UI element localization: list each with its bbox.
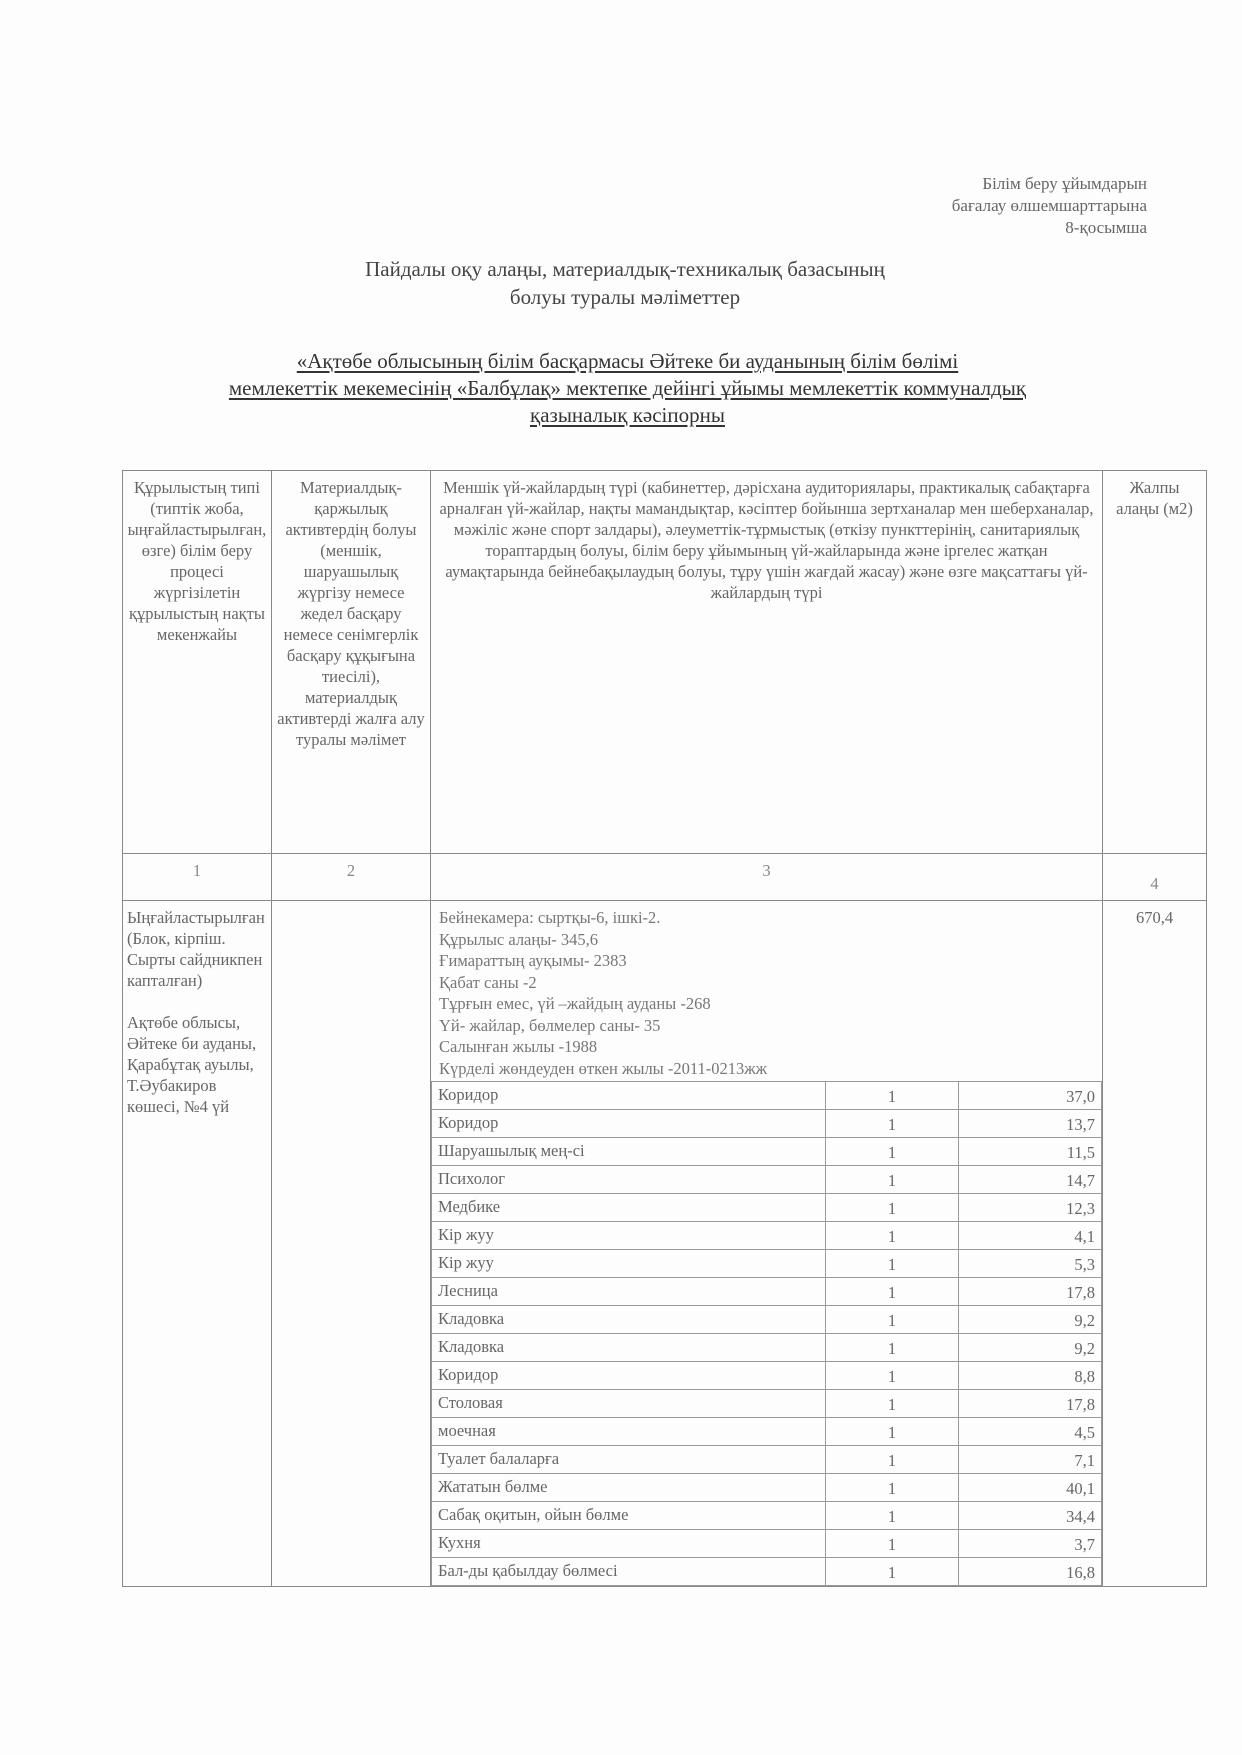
room-name: Кухня	[432, 1530, 826, 1558]
building-fact: Қабат саны -2	[439, 972, 537, 992]
room-name: Медбике	[432, 1194, 826, 1222]
column-number: 3	[431, 854, 1103, 901]
annex-line-2: бағалау өлшемшарттарына	[951, 196, 1147, 215]
building-fact: Күрделі жөндеуден өткен жылы -2011-0213жж	[439, 1058, 768, 1078]
header-building-type: Құрылыстың типі (типтік жоба, ыңғайластырылған, өзге) білім беру процесі жүргізілетін құрылыстың нақты мекенжайы	[123, 471, 272, 854]
room-name: Кір жуу	[432, 1250, 826, 1278]
room-count: 1	[826, 1138, 959, 1166]
room-area: 13,7	[959, 1110, 1102, 1138]
room-area: 17,8	[959, 1390, 1102, 1418]
room-row	[432, 1334, 1102, 1362]
room-row	[432, 1166, 1102, 1194]
room-area: 16,8	[959, 1558, 1102, 1586]
document-title	[100, 255, 1150, 311]
room-area: 5,3	[959, 1250, 1102, 1278]
building-fact: Салынған жылы -1988	[439, 1037, 598, 1056]
building-fact: Тұрғын емес, үй –жайдың ауданы -268	[439, 994, 711, 1013]
room-name: Психолог	[432, 1166, 826, 1194]
room-area: 17,8	[959, 1278, 1102, 1306]
total-area: 670,4	[1103, 901, 1207, 1587]
column-number-row	[123, 854, 1207, 901]
room-row	[432, 1474, 1102, 1502]
annex-line-3: 8-қосымша	[1065, 218, 1147, 237]
room-area: 4,5	[959, 1418, 1102, 1446]
room-count: 1	[826, 1334, 959, 1362]
room-count: 1	[826, 1306, 959, 1334]
organization-line-3: қазыналық кәсіпорны	[530, 403, 725, 427]
room-count: 1	[826, 1082, 959, 1110]
room-row	[432, 1446, 1102, 1474]
room-name: Коридор	[432, 1110, 826, 1138]
room-area: 9,2	[959, 1306, 1102, 1334]
room-types-cell	[431, 901, 1103, 1587]
organization-name	[105, 348, 1150, 429]
room-row	[432, 1110, 1102, 1138]
assets-cell	[272, 901, 431, 1587]
column-number: 2	[272, 854, 431, 901]
room-name: Кладовка	[432, 1306, 826, 1334]
room-count: 1	[826, 1362, 959, 1390]
title-line-1: Пайдалы оқу алаңы, материалдық-техникалық базасының	[365, 257, 885, 281]
room-count: 1	[826, 1390, 959, 1418]
room-name: Жататын бөлме	[432, 1474, 826, 1502]
room-name: Сабақ оқитын, ойын бөлме	[432, 1502, 826, 1530]
room-name: Кір жуу	[432, 1222, 826, 1250]
room-area: 7,1	[959, 1446, 1102, 1474]
room-row	[432, 1558, 1102, 1586]
building-row	[123, 901, 1207, 1587]
room-count: 1	[826, 1558, 959, 1586]
room-count: 1	[826, 1166, 959, 1194]
building-type-cell	[123, 901, 272, 1587]
annex-note	[952, 173, 1147, 239]
room-area: 3,7	[959, 1530, 1102, 1558]
room-name: Бал-ды қабылдау бөлмесі	[432, 1558, 826, 1586]
room-name: Шаруашылық мең-сі	[432, 1138, 826, 1166]
room-area: 8,8	[959, 1362, 1102, 1390]
room-name: Кладовка	[432, 1334, 826, 1362]
room-row	[432, 1306, 1102, 1334]
room-name: Коридор	[432, 1362, 826, 1390]
room-count: 1	[826, 1250, 959, 1278]
room-area: 40,1	[959, 1474, 1102, 1502]
building-type: Ыңғайластырылған (Блок, кірпіш. Сырты сайдникпен капталған)	[127, 908, 265, 990]
building-fact: Құрылыс алаңы- 345,6	[439, 929, 599, 949]
column-number: 4	[1103, 854, 1207, 901]
header-row	[123, 471, 1207, 854]
header-assets: Материалдық-қаржылық активтердің болуы (меншік, шаруашылық жүргізу немесе жедел басқару немесе сенімгерлік басқару құқығына тиесілі), материалдық активтерді жалға алу туралы мәлімет	[272, 471, 431, 854]
room-count: 1	[826, 1530, 959, 1558]
building-address: Ақтөбе облысы, Әйтеке би ауданы, Қарабұтақ ауылы, Т.Әубакиров көшесі, №4 үй	[127, 1013, 257, 1116]
room-row	[432, 1530, 1102, 1558]
room-count: 1	[826, 1502, 959, 1530]
room-row	[432, 1502, 1102, 1530]
building-facts	[431, 901, 1102, 1079]
room-count: 1	[826, 1446, 959, 1474]
room-count: 1	[826, 1222, 959, 1250]
building-fact: Ғимараттың ауқымы- 2383	[439, 951, 627, 970]
building-fact: Үй- жайлар, бөлмелер саны- 35	[439, 1015, 661, 1035]
room-area: 4,1	[959, 1222, 1102, 1250]
annex-line-1: Білім беру ұйымдарын	[982, 174, 1147, 193]
room-row	[432, 1418, 1102, 1446]
room-name: моечная	[432, 1418, 826, 1446]
room-row	[432, 1194, 1102, 1222]
header-room-types: Меншік үй-жайлардың түрі (кабинеттер, дәрісхана аудиториялары, практикалық сабақтарға арналған үй-жайлар, нақты мамандықтар, кәсіптер бойынша зертханалар мен шеберханалар, мәжіліс және спорт залдары), әлеуметтік-тұрмыстық (өткізу пункттерінің, санитариялық тораптардың болуы, білім беру ұйымының үй-жайларында және іргелес жатқан аумақтарында бейнебақылаудың болуы, тұру үшін жағдай жасау) және өзге мақсаттағы үй-жайлардың түрі	[431, 471, 1103, 854]
room-area: 34,4	[959, 1502, 1102, 1530]
room-row	[432, 1278, 1102, 1306]
room-row	[432, 1390, 1102, 1418]
room-row	[432, 1362, 1102, 1390]
room-area: 14,7	[959, 1166, 1102, 1194]
rooms-table	[431, 1081, 1102, 1586]
room-name: Столовая	[432, 1390, 826, 1418]
room-count: 1	[826, 1418, 959, 1446]
column-number: 1	[123, 854, 272, 901]
room-name: Коридор	[432, 1082, 826, 1110]
building-fact: Бейнекамера: сыртқы-6, ішкі-2.	[439, 908, 661, 927]
room-row	[432, 1222, 1102, 1250]
room-count: 1	[826, 1278, 959, 1306]
header-total-area: Жалпы алаңы (м2)	[1103, 471, 1207, 854]
room-count: 1	[826, 1474, 959, 1502]
room-row	[432, 1138, 1102, 1166]
room-area: 37,0	[959, 1082, 1102, 1110]
room-row	[432, 1082, 1102, 1110]
room-name: Лесница	[432, 1278, 826, 1306]
facilities-table	[122, 470, 1207, 1587]
room-row	[432, 1250, 1102, 1278]
room-count: 1	[826, 1194, 959, 1222]
organization-line-2: мемлекеттік мекемесінің «Балбұлақ» мектепке дейінгі ұйымы мемлекеттік коммуналдық	[228, 376, 1027, 400]
organization-line-1: «Ақтөбе облысының білім басқармасы Әйтеке би ауданының білім бөлімі	[296, 349, 959, 373]
room-area: 11,5	[959, 1138, 1102, 1166]
room-count: 1	[826, 1110, 959, 1138]
room-area: 12,3	[959, 1194, 1102, 1222]
room-name: Туалет балаларға	[432, 1446, 826, 1474]
room-area: 9,2	[959, 1334, 1102, 1362]
title-line-2: болуы туралы мәліметтер	[509, 285, 741, 309]
